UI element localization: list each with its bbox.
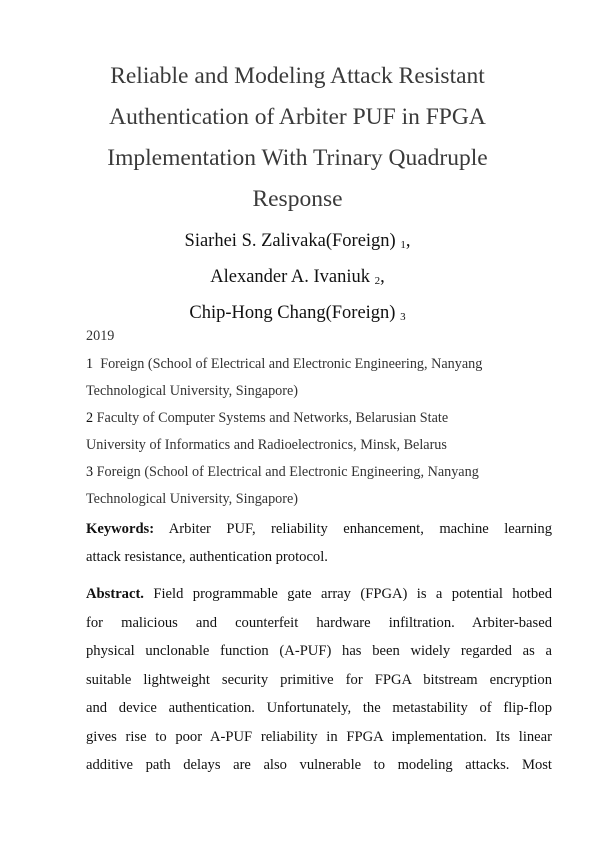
affiliation-number: 1 [86,356,94,372]
affiliation-number: 2 [86,410,94,426]
author-separator: , [380,267,385,287]
author-tag: (Foreign) [325,231,396,251]
author-name: Alexander A. Ivaniuk [210,267,371,287]
keywords-label: Keywords: [86,521,155,537]
affiliations [86,351,556,513]
title-line: Response [252,186,343,212]
title-line: Implementation With Trinary Quadruple [107,145,488,171]
abstract-line: physical unclonable function (A-PUF) has been widely regarded as a [86,643,552,659]
author-affiliation-number: 3 [400,311,406,323]
abstract-line [86,580,552,609]
abstract-line: additive path delays are also vulnerable to modeling attacks. Most [86,757,552,773]
affiliation-text: Foreign (School of Electrical and Electronic Engineering, Nanyang [100,356,483,372]
abstract-line: suitable lightweight security primitive for FPGA bitstream encryption [86,671,552,688]
affiliation-2-line [86,405,556,432]
keywords-line: attack resistance, authentication protocol. [86,549,328,565]
keywords-line [86,515,552,543]
abstract-line: and device authentication. Unfortunately, the metastability of flip-flop [86,700,552,716]
title-line: Reliable and Modeling Attack Resistant [110,63,485,89]
paper-title [60,56,535,220]
abstract [86,580,552,780]
abstract-line: gives rise to poor A-PUF reliability in FPGA implementation. Its linear [86,728,552,745]
affiliation-2-line: University of Informatics and Radioelectronics, Minsk, Belarus [86,437,447,453]
keywords-text: Arbiter PUF, reliability enhancement, machine learning [168,521,553,537]
affiliation-3-line: Technological University, Singapore) [86,491,299,507]
author-separator: , [405,231,411,251]
affiliation-3-line [86,459,556,486]
author-name: Chip-Hong Chang [189,303,326,323]
affiliation-number: 3 [86,464,94,480]
author-list [0,224,595,332]
author-affiliation-number: 2 [374,275,381,287]
abstract-line: for malicious and counterfeit hardware infiltration. Arbiter-based [86,614,552,631]
affiliation-1-line: Technological University, Singapore) [86,383,299,399]
abstract-text: Field programmable gate array (FPGA) is a potential hotbed [153,586,552,602]
affiliation-1-line [86,351,556,378]
title-line: Authentication of Arbiter PUF in FPGA [109,104,486,130]
author-tag: (Foreign) [325,303,396,323]
publication-year: 2019 [86,328,115,344]
affiliation-text: Faculty of Computer Systems and Networks, Belarusian State [96,410,449,426]
keywords [86,515,552,571]
author-name: Siarhei S. Zalivaka [184,231,326,251]
author-2 [0,260,595,296]
author-affiliation-number: 1 [400,239,406,251]
author-1 [0,224,595,260]
affiliation-text: Foreign (School of Electrical and Electronic Engineering, Nanyang [96,464,479,480]
abstract-label: Abstract. [86,586,144,602]
